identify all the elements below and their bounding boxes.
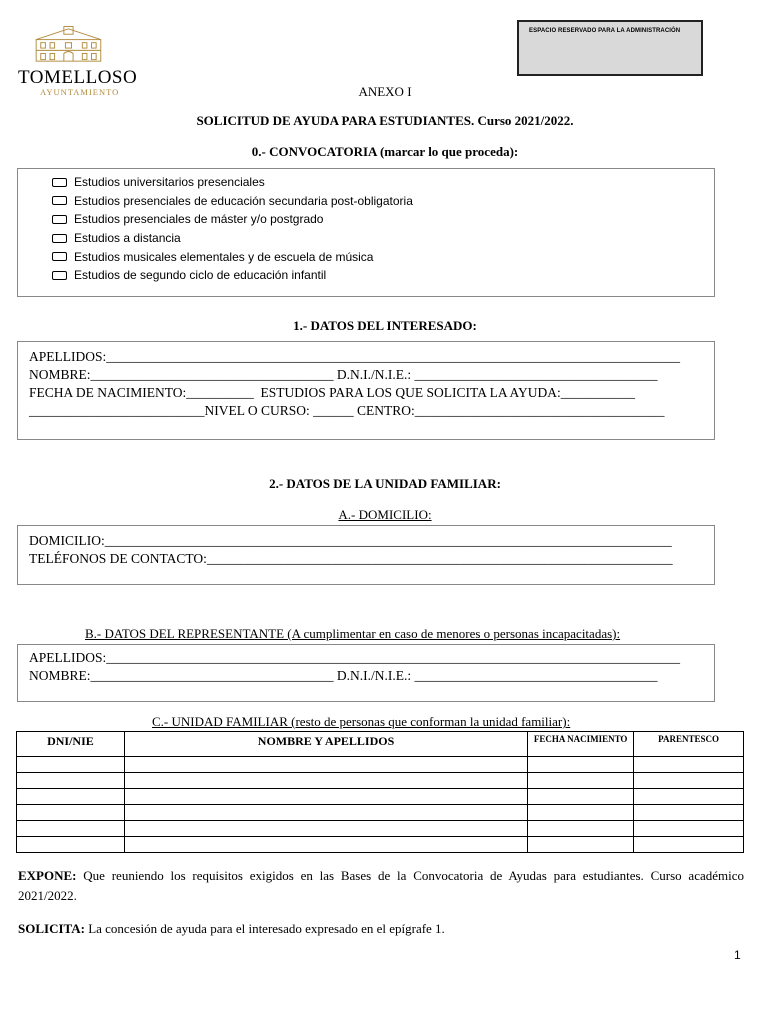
- admin-reserved-label: ESPACIO RESERVADO PARA LA ADMINISTRACIÓN: [529, 28, 681, 34]
- domicilio-box: [17, 525, 715, 585]
- domicilio-field[interactable]: DOMICILIO:____________________________________________________________________________________: [29, 533, 672, 548]
- admin-reserved-box: [517, 20, 703, 76]
- solicita-text: La concesión de ayuda para el interesado expresado en el epígrafe 1.: [84, 921, 445, 936]
- unidad-familiar-subtitle: C.- UNIDAD FAMILIAR (resto de personas que conforman la unidad familiar):: [152, 714, 571, 729]
- representante-subtitle: B.- DATOS DEL REPRESENTANTE (A cumplimentar en caso de menores o personas incapacitadas):: [85, 626, 621, 641]
- section2-title: 2.- DATOS DE LA UNIDAD FAMILIAR:: [269, 476, 501, 491]
- checkbox[interactable]: [52, 271, 67, 280]
- table-row[interactable]: [17, 805, 744, 821]
- expone-label: EXPONE:: [18, 868, 77, 883]
- table-row[interactable]: [17, 789, 744, 805]
- logo-wordmark: TOMELLOSO: [18, 67, 138, 88]
- checkbox[interactable]: [52, 252, 67, 261]
- col-fecha: FECHA NACIMIENTO: [528, 732, 634, 757]
- table-row[interactable]: [17, 773, 744, 789]
- checkbox[interactable]: [52, 215, 67, 224]
- convocatoria-option[interactable]: Estudios universitarios presenciales: [52, 173, 413, 192]
- convocatoria-box: [17, 168, 715, 297]
- convocatoria-option[interactable]: Estudios presenciales de máster y/o postgrado: [52, 210, 413, 229]
- checkbox[interactable]: [52, 234, 67, 243]
- convocatoria-option[interactable]: Estudios musicales elementales y de escuela de música: [52, 247, 413, 266]
- solicita-paragraph: [18, 919, 744, 939]
- convocatoria-option[interactable]: Estudios presenciales de educación secundaria post-obligatoria: [52, 192, 413, 211]
- apellidos-field[interactable]: APELLIDOS:_____________________________________________________________________________________: [29, 349, 680, 364]
- convocatoria-option[interactable]: Estudios a distancia: [52, 229, 413, 248]
- convocatoria-title: 0.- CONVOCATORIA (marcar lo que proceda):: [251, 144, 519, 159]
- annex-title: ANEXO I: [358, 84, 412, 99]
- section1-box: [17, 341, 715, 440]
- col-dni: DNI/NIE: [17, 732, 125, 757]
- expone-paragraph: [18, 866, 744, 906]
- convocatoria-option[interactable]: Estudios de segundo ciclo de educación infantil: [52, 266, 413, 285]
- logo-subtitle: AYUNTAMIENTO: [40, 87, 120, 97]
- document-title: SOLICITUD DE AYUDA PARA ESTUDIANTES. Curso 2021/2022.: [196, 113, 574, 128]
- table-row[interactable]: [17, 757, 744, 773]
- nacimiento-estudios-field[interactable]: FECHA DE NACIMIENTO:__________ ESTUDIOS PARA LOS QUE SOLICITA LA AYUDA:___________: [29, 385, 635, 400]
- rep-nombre-dni-field[interactable]: NOMBRE:____________________________________ D.N.I./N.I.E.: ____________________________________: [29, 668, 658, 683]
- section1-title: 1.- DATOS DEL INTERESADO:: [293, 318, 477, 333]
- nombre-dni-field[interactable]: NOMBRE:____________________________________ D.N.I./N.I.E.: ____________________________________: [29, 367, 658, 382]
- checkbox[interactable]: [52, 196, 67, 205]
- table-row[interactable]: [17, 837, 744, 853]
- town-hall-logo: [30, 22, 130, 68]
- table-row[interactable]: [17, 821, 744, 837]
- solicita-label: SOLICITA:: [18, 921, 85, 936]
- nivel-centro-field[interactable]: __________________________NIVEL O CURSO: ______ CENTRO:_____________________________________: [29, 403, 665, 418]
- family-table: [16, 731, 744, 853]
- page-number: 1: [734, 948, 741, 962]
- col-parentesco: PARENTESCO: [634, 732, 744, 757]
- checkbox[interactable]: [52, 178, 67, 187]
- table-header-row: [17, 732, 744, 757]
- expone-text: Que reuniendo los requisitos exigidos en las Bases de la Convocatoria de Ayudas para estudiantes. Curso académico 2021/2022.: [18, 868, 744, 903]
- domicilio-subtitle: A.- DOMICILIO:: [338, 507, 432, 522]
- representante-box: [17, 644, 715, 702]
- telefonos-field[interactable]: TELÉFONOS DE CONTACTO:_____________________________________________________________________: [29, 551, 673, 566]
- rep-apellidos-field[interactable]: APELLIDOS:_____________________________________________________________________________________: [29, 650, 680, 665]
- col-nombre: NOMBRE Y APELLIDOS: [124, 732, 527, 757]
